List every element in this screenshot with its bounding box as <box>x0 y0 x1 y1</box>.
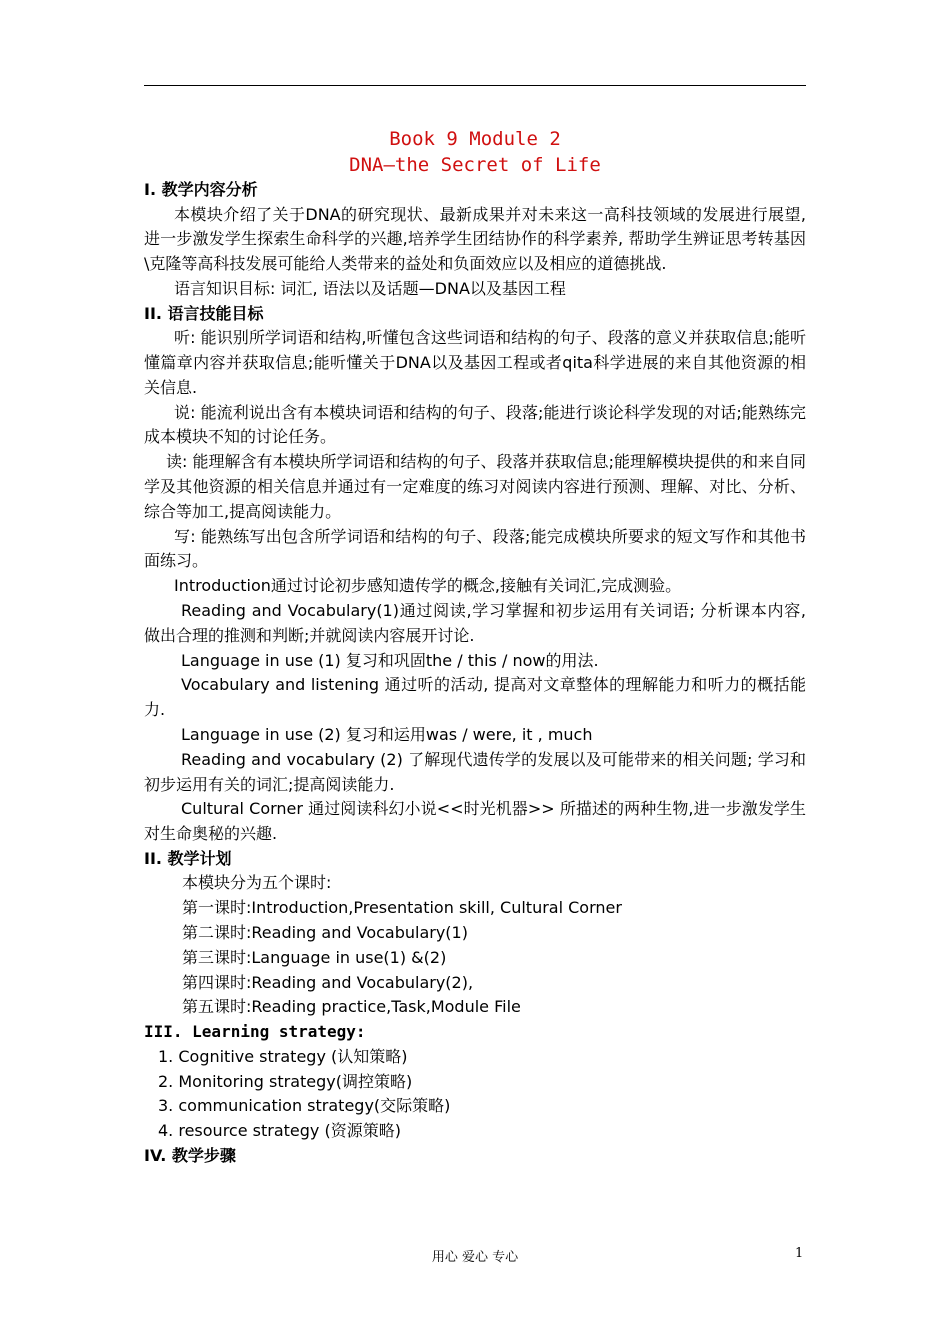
writing-goal: 写: 能熟练写出包含所学词语和结构的句子、段落;能完成模块所要求的短文写作和其他书面练习。 <box>144 526 806 571</box>
plan-line: 第五课时:Reading practice,Task,Module File <box>182 997 521 1017</box>
plan-line: 第一课时:Introduction,Presentation skill, Cultural Corner <box>182 898 622 918</box>
plan-line: 第四课时:Reading and Vocabulary(2), <box>182 972 474 992</box>
section-1-paragraph: 本模块介绍了关于DNA的研究现状、最新成果并对未来这一高科技领域的发展进行展望,进一步激发学生探索生命科学的兴趣,培养学生团结协作的科学素养, 帮助学生辨证思考转基因\克隆等高科技发展可能给人类带来的益处和负面效应以及相应的道德挑战. <box>144 204 806 274</box>
title-line-1: Book 9 Module 2 <box>389 128 561 150</box>
section-5-heading: IV. 教学步骤 <box>144 1145 236 1165</box>
section-4-heading: III. Learning strategy: <box>144 1022 366 1042</box>
reading-goal: 读: 能理解含有本模块所学词语和结构的句子、段落并获取信息;能理解模块提供的和来自同学及其他资源的相关信息并通过有一定难度的练习对阅读内容进行预测、理解、对比、分析、综合等加工,提高阅读能力。 <box>144 452 806 521</box>
page-number: 1 <box>795 1246 804 1261</box>
introduction-goal: Introduction通过讨论初步感知遗传学的概念,接触有关词汇,完成测验。 <box>174 576 682 596</box>
section-2-heading: II. 语言技能目标 <box>144 303 264 323</box>
vocabulary-listening-goal: Vocabulary and listening 通过听的活动, 提高对文章整体的理解能力和听力的概括能力. <box>144 675 806 720</box>
strategy-item: 2. Monitoring strategy(调控策略) <box>158 1071 413 1091</box>
plan-line: 第三课时:Language in use(1) &(2) <box>182 947 447 967</box>
strategy-item: 1. Cognitive strategy (认知策略) <box>158 1046 408 1066</box>
listening-goal: 听: 能识别所学词语和结构,听懂包含这些词语和结构的句子、段落的意义并获取信息;能听懂篇章内容并获取信息;能听懂关于DNA以及基因工程或者qita科学进展的来自其他资源的相关信息. <box>144 328 806 397</box>
footer-motto: 用心 爱心 专心 <box>431 1250 519 1265</box>
speaking-goal: 说: 能流利说出含有本模块词语和结构的句子、段落;能进行谈论科学发现的对话;能熟练完成本模块不知的讨论任务。 <box>144 402 806 447</box>
language-in-use-1-goal: Language in use (1) 复习和巩固the / this / now的用法. <box>181 650 599 670</box>
reading-vocabulary-2-goal: Reading and vocabulary (2) 了解现代遗传学的发展以及可能带来的相关问题; 学习和初步运用有关的词汇;提高阅读能力. <box>144 749 806 794</box>
strategy-item: 3. communication strategy(交际策略) <box>158 1096 451 1116</box>
section-3-heading: II. 教学计划 <box>144 848 232 868</box>
document-body <box>144 118 806 1168</box>
header-rule <box>144 85 806 86</box>
title-line-2: DNA—the Secret of Life <box>349 154 601 176</box>
language-in-use-2-goal: Language in use (2) 复习和运用was / were, it , much <box>181 724 593 744</box>
plan-line: 本模块分为五个课时: <box>182 873 332 893</box>
reading-vocabulary-1-goal: Reading and Vocabulary(1)通过阅读,学习掌握和初步运用有关词语; 分析课本内容, 做出合理的推测和判断;并就阅读内容展开讨论. <box>144 600 806 645</box>
cultural-corner-goal: Cultural Corner 通过阅读科幻小说<<时光机器>> 所描述的两种生物,进一步激发学生对生命奥秘的兴趣. <box>144 799 806 844</box>
language-knowledge-goal: 语言知识目标: 词汇, 语法以及话题—DNA以及基因工程 <box>174 278 566 298</box>
section-1-heading: I. 教学内容分析 <box>144 180 258 199</box>
strategy-item: 4. resource strategy (资源策略) <box>158 1121 401 1141</box>
plan-line: 第二课时:Reading and Vocabulary(1) <box>182 923 468 943</box>
